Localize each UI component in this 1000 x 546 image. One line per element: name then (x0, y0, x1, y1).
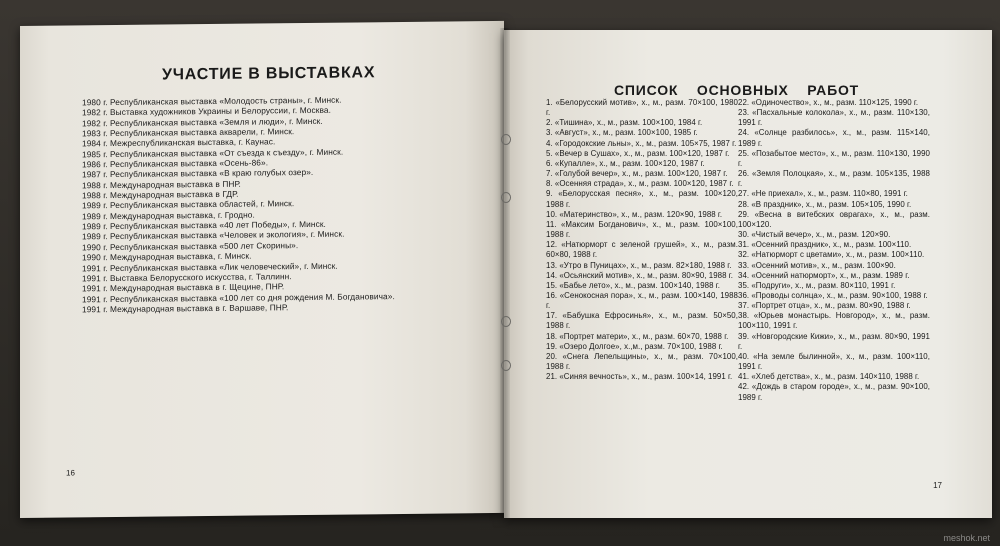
book-spine (500, 28, 510, 518)
work-entry: 9. «Белорусская песня», х., м., разм. 100×120, 1988 г. (546, 189, 738, 209)
work-entry: 34. «Осенний натюрморт», х., м., разм. 1989 г. (738, 270, 910, 280)
page-number-right: 17 (933, 481, 942, 490)
exhibition-year: 1991 г. (82, 283, 108, 294)
exhibition-year: 1989 г. (82, 221, 108, 232)
exhibition-year: 1991 г. (82, 262, 108, 273)
page-number-left: 16 (66, 468, 75, 478)
exhibition-year: 1991 г. (82, 272, 108, 284)
work-entry: 40. «На земле былинной», х., м., разм. 100×110, 1991 г. (738, 351, 930, 372)
work-entry: 4. «Городокские льны», х., м., разм. 105×75, 1987 г. (546, 138, 737, 148)
work-entry: 36. «Проводы солнца», х., м., разм. 90×100, 1988 г. (738, 290, 928, 300)
work-entry: 3. «Август», х., м., разм. 100×100, 1985 г. (546, 128, 698, 138)
right-page (504, 30, 992, 518)
exhibition-text: Международная выставка в г. Варшаве, ПНР. (110, 302, 289, 314)
work-entry: 17. «Бабушка Ефросинья», х., м., разм. 50×50, 1988 г. (546, 311, 738, 331)
exhibition-entry (82, 301, 395, 315)
exhibition-year: 1985 г. (82, 148, 108, 160)
exhibition-year: 1983 г. (82, 128, 108, 139)
exhibition-text: Республиканская выставка «Молодость страны», г. Минск. (110, 94, 342, 108)
work-entry: 2. «Тишина», х., м., разм. 100×100, 1984 г. (546, 118, 703, 128)
exhibition-text: Республиканская выставка «100 лет со дня рождения М. Богдановича». (110, 290, 395, 304)
exhibition-text: Республиканская выставка акварели, г. Минск. (110, 126, 295, 139)
work-entry: 33. «Осенний мотив», х., м., разм. 100×90. (738, 260, 896, 270)
exhibitions-list (82, 94, 395, 314)
exhibition-text: Республиканская выставка «Осень-86». (110, 157, 269, 170)
work-entry: 29. «Весна в витебских оврагах», х., м., разм. 100×120. (738, 209, 930, 229)
exhibition-text: Выставка Белорусского искусства, г. Таллинн. (110, 270, 292, 283)
binding-stitch (501, 134, 511, 145)
work-entry: 32. «Натюрморт с цветами», х., м., разм. 100×110. (738, 250, 925, 260)
work-entry: 21. «Синяя вечность», х., м., разм. 100×14, 1991 г. (546, 372, 733, 382)
exhibition-year: 1989 г. (82, 210, 108, 222)
work-entry: 22. «Одиночество», х., м., разм. 110×125, 1990 г. (738, 98, 919, 107)
work-entry: 42. «Дождь в старом городе», х., м., разм. 90×100, 1989 г. (738, 382, 930, 402)
work-entry: 13. «Утро в Пуницах», х., м., разм. 82×180, 1988 г. (546, 260, 732, 270)
exhibition-year: 1982 г. (82, 107, 108, 118)
work-entry: 24. «Солнце разбилось», х., м., разм. 115×140, 1989 г. (738, 128, 930, 148)
work-entry: 1. «Белорусский мотив», х., м., разм. 70×100, 1980 г. (546, 98, 738, 118)
exhibition-year: 1990 г. (82, 241, 108, 253)
exhibition-text: Республиканская выставка «Земля и люди», г. Минск. (110, 115, 323, 128)
work-entry: 28. «В праздник», х., м., разм. 105×105, 1990 г. (738, 199, 912, 209)
exhibition-text: Республиканская выставка «500 лет Скорины». (110, 239, 299, 252)
work-entry: 18. «Портрет матери», х., м., разм. 60×70, 1988 г. (546, 331, 729, 341)
work-entry: 20. «Снега Лепельщины», х., м., разм. 70×100, 1988 г. (546, 351, 738, 372)
exhibition-text: Международная выставка, г. Гродно. (110, 209, 255, 221)
left-page (20, 21, 504, 518)
work-entry: 12. «Натюрморт с зеленой грушей», х., м., разм. 60×80, 1988 г. (546, 240, 738, 260)
exhibition-year: 1986 г. (82, 159, 108, 170)
exhibition-text: Республиканская выставка «В краю голубых озер». (110, 167, 314, 180)
exhibition-text: Республиканская выставка «Человек и экология», г. Минск. (110, 229, 345, 242)
exhibition-year: 1987 г. (82, 169, 108, 180)
work-entry: 15. «Бабье лето», х., м., разм. 100×140, 1988 г. (546, 280, 720, 290)
exhibition-text: Международная выставка, г. Минск. (110, 250, 252, 263)
exhibition-year: 1991 г. (82, 303, 108, 315)
work-entry: 26. «Земля Полоцкая», х., м., разм. 105×135, 1988 г. (738, 169, 930, 189)
exhibition-text: Международная выставка в ПНР. (110, 178, 241, 190)
work-entry: 25. «Позабытое место», х., м., разм. 110×130, 1990 г. (738, 148, 930, 168)
exhibition-text: Республиканская выставка областей, г. Минск. (110, 198, 295, 211)
work-entry: 31. «Осенний праздник», х., м., разм. 100×110. (738, 240, 912, 250)
exhibition-year: 1980 г. (82, 97, 108, 108)
exhibition-year: 1988 г. (82, 190, 108, 201)
work-entry: 39. «Новгородские Кижи», х., м., разм. 80×90, 1991 г. (738, 331, 930, 351)
exhibition-year: 1991 г. (82, 293, 108, 304)
work-entry: 8. «Осенняя страда», х., м., разм. 100×120, 1987 г. (546, 179, 734, 189)
exhibition-text: Международная выставка в ГДР. (110, 188, 239, 201)
works-heading: СПИСОК ОСНОВНЫХ РАБОТ (614, 82, 859, 98)
exhibition-year: 1989 г. (82, 231, 108, 242)
work-entry: 7. «Голубой вечер», х., м., разм. 100×120, 1987 г. (546, 169, 728, 179)
exhibition-text: Республиканская выставка «Лик человеческий», г. Минск. (110, 260, 338, 273)
work-entry: 30. «Чистый вечер», х., м., разм. 120×90. (738, 230, 891, 240)
exhibition-year: 1984 г. (82, 138, 108, 149)
exhibition-text: Международная выставка в г. Щецине, ПНР. (110, 281, 285, 294)
work-entry: 35. «Подруги», х., м., разм. 80×110, 1991 г. (738, 280, 896, 290)
exhibition-text: Межреспубликанская выставка, г. Каунас. (110, 136, 276, 149)
exhibition-text: Выставка художников Украины и Белоруссии, г. Москва. (110, 105, 332, 118)
binding-stitch (501, 192, 511, 203)
exhibition-year: 1988 г. (82, 179, 108, 191)
binding-stitch (501, 360, 511, 371)
exhibition-year: 1990 г. (82, 252, 108, 263)
exhibition-year: 1989 г. (82, 200, 108, 211)
exhibition-text: Республиканская выставка «40 лет Победы», г. Минск. (110, 218, 326, 232)
work-entry: 19. «Озеро Долгое», х.,м., разм. 70×100, 1988 г. (546, 341, 723, 351)
exhibition-year: 1982 г. (82, 117, 108, 129)
work-entry: 6. «Купалле», х., м., разм. 100×120, 1987 г. (546, 158, 705, 168)
work-entry: 5. «Вечер в Сушах», х., м., разм. 100×120, 1987 г. (546, 148, 730, 158)
work-entry: 27. «Не приехал», х., м., разм. 110×80, 1991 г. (738, 189, 908, 199)
work-entry: 14. «Осьянский мотив», х., м., разм. 80×90, 1988 г. (546, 270, 733, 280)
binding-stitch (501, 316, 511, 327)
work-entry: 38. «Юрьев монастырь. Новгород», х., м., разм. 100×110, 1991 г. (738, 311, 930, 331)
work-entry: 11. «Максим Богданович», х., м., разм. 100×100, 1988 г. (546, 219, 738, 240)
work-entry: 23. «Пасхальные колокола», х., м., разм. 110×130, 1991 г. (738, 108, 930, 128)
exhibition-text: Республиканская выставка «От съезда к съезду», г. Минск. (110, 146, 344, 159)
work-entry: 16. «Сенокосная пора», х., м., разм. 100×140, 1988 г. (546, 290, 738, 311)
works-list-column-2 (738, 98, 930, 403)
work-entry: 10. «Материнство», х., м., разм. 120×90, 1988 г. (546, 209, 723, 219)
exhibitions-heading: УЧАСТИЕ В ВЫСТАВКАХ (162, 64, 376, 84)
work-entry: 37. «Портрет отца», х., м., разм. 80×90, 1988 г. (738, 301, 911, 311)
booklet-spread (20, 26, 992, 518)
work-entry: 41. «Хлеб детства», х., м., разм. 140×110, 1988 г. (738, 372, 920, 382)
works-list-column-1 (546, 98, 738, 382)
watermark: meshok.net (943, 533, 990, 543)
